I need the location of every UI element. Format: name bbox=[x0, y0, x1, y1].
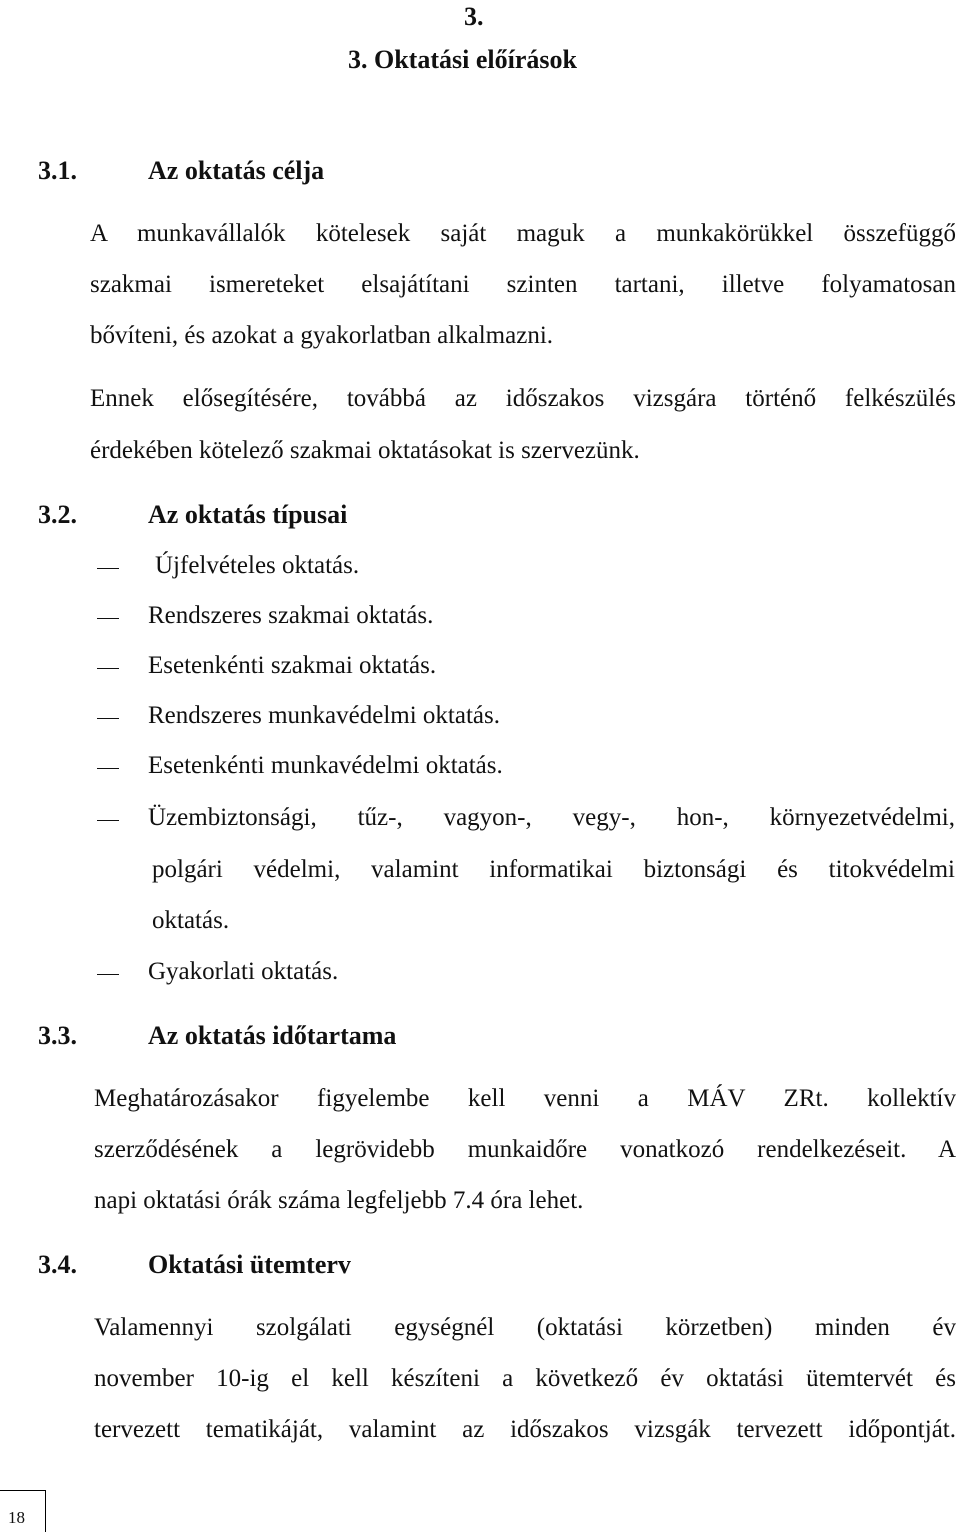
section-3-2-number: 3.2. bbox=[38, 500, 77, 529]
paragraph-line: szakmai ismereteket elsajátítani szinten tartani, illetve folyamatosan bbox=[90, 271, 956, 298]
paragraph-line: szerződésének a legrövidebb munkaidőre vonatkozó rendelkezéseit. A bbox=[94, 1136, 956, 1163]
list-item-continued: polgári védelmi, valamint informatikai biztonsági és titokvédelmi bbox=[152, 856, 955, 883]
list-item: Rendszeres szakmai oktatás. bbox=[148, 602, 434, 629]
list-item: Esetenkénti munkavédelmi oktatás. bbox=[148, 752, 503, 779]
list-item-continued: oktatás. bbox=[152, 907, 230, 934]
section-3-4-number: 3.4. bbox=[38, 1250, 77, 1279]
dash-bullet bbox=[97, 718, 119, 719]
section-3-2-title: Az oktatás típusai bbox=[148, 500, 348, 529]
paragraph-line: A munkavállalók kötelesek saját maguk a munkakörükkel összefüggő bbox=[90, 220, 956, 247]
list-item: Üzembiztonsági, tűz-, vagyon-, vegy-, hon-, környezetvédelmi, bbox=[148, 804, 955, 831]
dash-bullet bbox=[97, 974, 119, 975]
paragraph-line: Valamennyi szolgálati egységnél (oktatási körzetben) minden év bbox=[94, 1314, 956, 1341]
paragraph-line: Ennek elősegítésére, továbbá az időszakos vizsgára történő felkészülés bbox=[90, 385, 956, 412]
section-3-4-title: Oktatási ütemterv bbox=[148, 1250, 351, 1279]
chapter-title: 3. Oktatási előírások bbox=[348, 45, 577, 74]
list-item: Újfelvételes oktatás. bbox=[155, 552, 360, 579]
list-item: Gyakorlati oktatás. bbox=[148, 958, 339, 985]
section-3-1-number: 3.1. bbox=[38, 156, 77, 185]
page-number: 18 bbox=[8, 1508, 25, 1527]
dash-bullet bbox=[97, 668, 119, 669]
paragraph-line: érdekében kötelező szakmai oktatásokat is szervezünk. bbox=[90, 437, 640, 464]
dash-bullet bbox=[97, 820, 119, 821]
section-3-3-title: Az oktatás időtartama bbox=[148, 1021, 397, 1050]
list-item: Esetenkénti szakmai oktatás. bbox=[148, 652, 437, 679]
dash-bullet bbox=[97, 768, 119, 769]
paragraph-line: bővíteni, és azokat a gyakorlatban alkalmazni. bbox=[90, 322, 554, 349]
list-item: Rendszeres munkavédelmi oktatás. bbox=[148, 702, 500, 729]
section-3-3-number: 3.3. bbox=[38, 1021, 77, 1050]
dash-bullet bbox=[97, 568, 119, 569]
paragraph-line: november 10-ig el kell készíteni a következő év oktatási ütemtervét és bbox=[94, 1365, 956, 1392]
chapter-number: 3. bbox=[464, 2, 484, 31]
paragraph-line: Meghatározásakor figyelembe kell venni a MÁV ZRt. kollektív bbox=[94, 1085, 956, 1112]
section-3-1-title: Az oktatás célja bbox=[148, 156, 325, 185]
paragraph-line: tervezett tematikáját, valamint az időszakos vizsgák tervezett időpontját. bbox=[94, 1416, 956, 1443]
dash-bullet bbox=[97, 618, 119, 619]
paragraph-line: napi oktatási órák száma legfeljebb 7.4 óra lehet. bbox=[94, 1187, 584, 1214]
